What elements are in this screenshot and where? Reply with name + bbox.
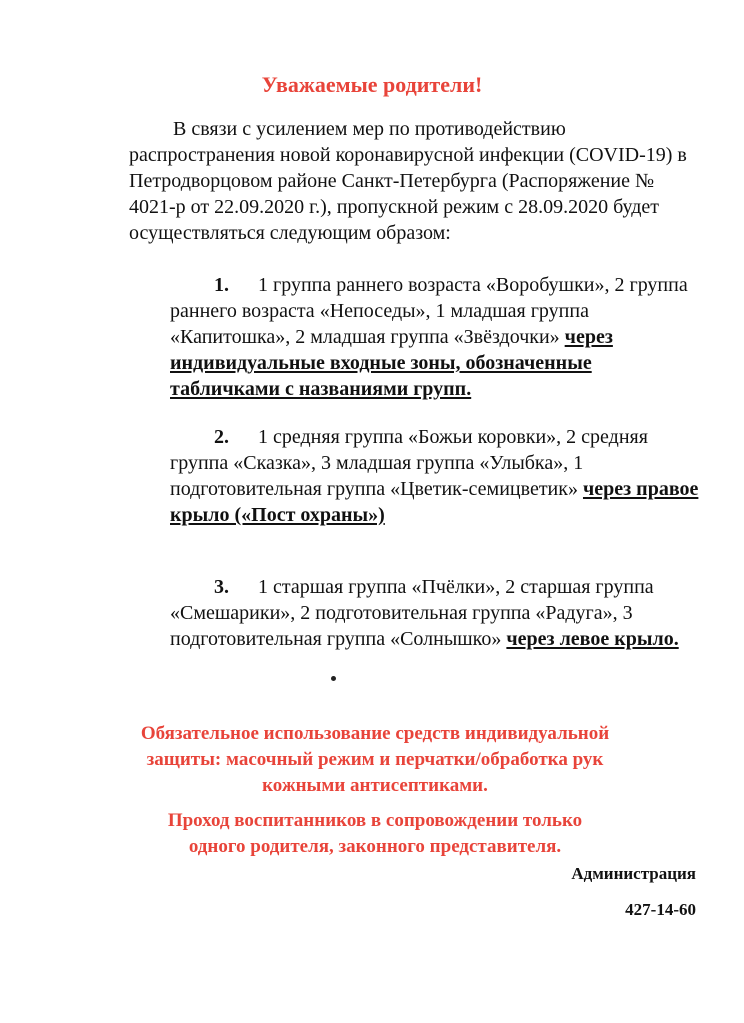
list-item-text: 1 средняя группа «Божьи коровки», 2 средняя группа «Сказка», 3 младшая группа «Улыбка», 1 подготовительная группа «Цветик-семицветик»	[170, 426, 648, 500]
list-item-text: 1 старшая группа «Пчёлки», 2 старшая группа «Смешарики», 2 подготовительная группа «Радуга», 3 подготовительная группа «Солнышко»	[170, 576, 654, 650]
intro-text: В связи с усилением мер по противодействию распространения новой коронавирусной инфекции (COVID-19) в Петродворцовом районе Санкт-Петербурга (Распоряжение № 4021-р от 22.09.2020 г.), пропускной режим с 28.09.2020 будет осуществляться следующим образом:	[129, 118, 687, 244]
list-item-entrance: через индивидуальные входные зоны, обозначенные табличками с названиями групп.	[170, 326, 613, 400]
list-item-1	[170, 272, 700, 402]
list-item-number: 2.	[214, 426, 229, 448]
list-item-text: 1 группа раннего возраста «Воробушки», 2 группа раннего возраста «Непоседы», 1 младшая группа «Капитошка», 2 младшая группа «Звёздочки»	[170, 274, 688, 348]
list-item-entrance: через левое крыло.	[506, 628, 679, 650]
list-item-2	[170, 424, 700, 528]
scan-speck	[331, 676, 336, 681]
list-item-number: 1.	[214, 274, 229, 296]
list-item-3	[170, 574, 700, 652]
signature-org: Администрация	[571, 864, 696, 883]
page-title: Уважаемые родители!	[261, 72, 483, 97]
intro-paragraph	[129, 116, 699, 246]
notice-escort: Проход воспитанников в сопровождении только одного родителя, законного представителя.	[167, 810, 583, 857]
list-item-entrance: через правое крыло («Пост охраны»)	[170, 478, 699, 526]
list-item-number: 3.	[214, 576, 229, 598]
signature-phone: 427-14-60	[625, 900, 696, 919]
notice-ppe: Обязательное использование средств индивидуальной защиты: масочный режим и перчатки/обработка рук кожными антисептиками.	[140, 723, 610, 796]
